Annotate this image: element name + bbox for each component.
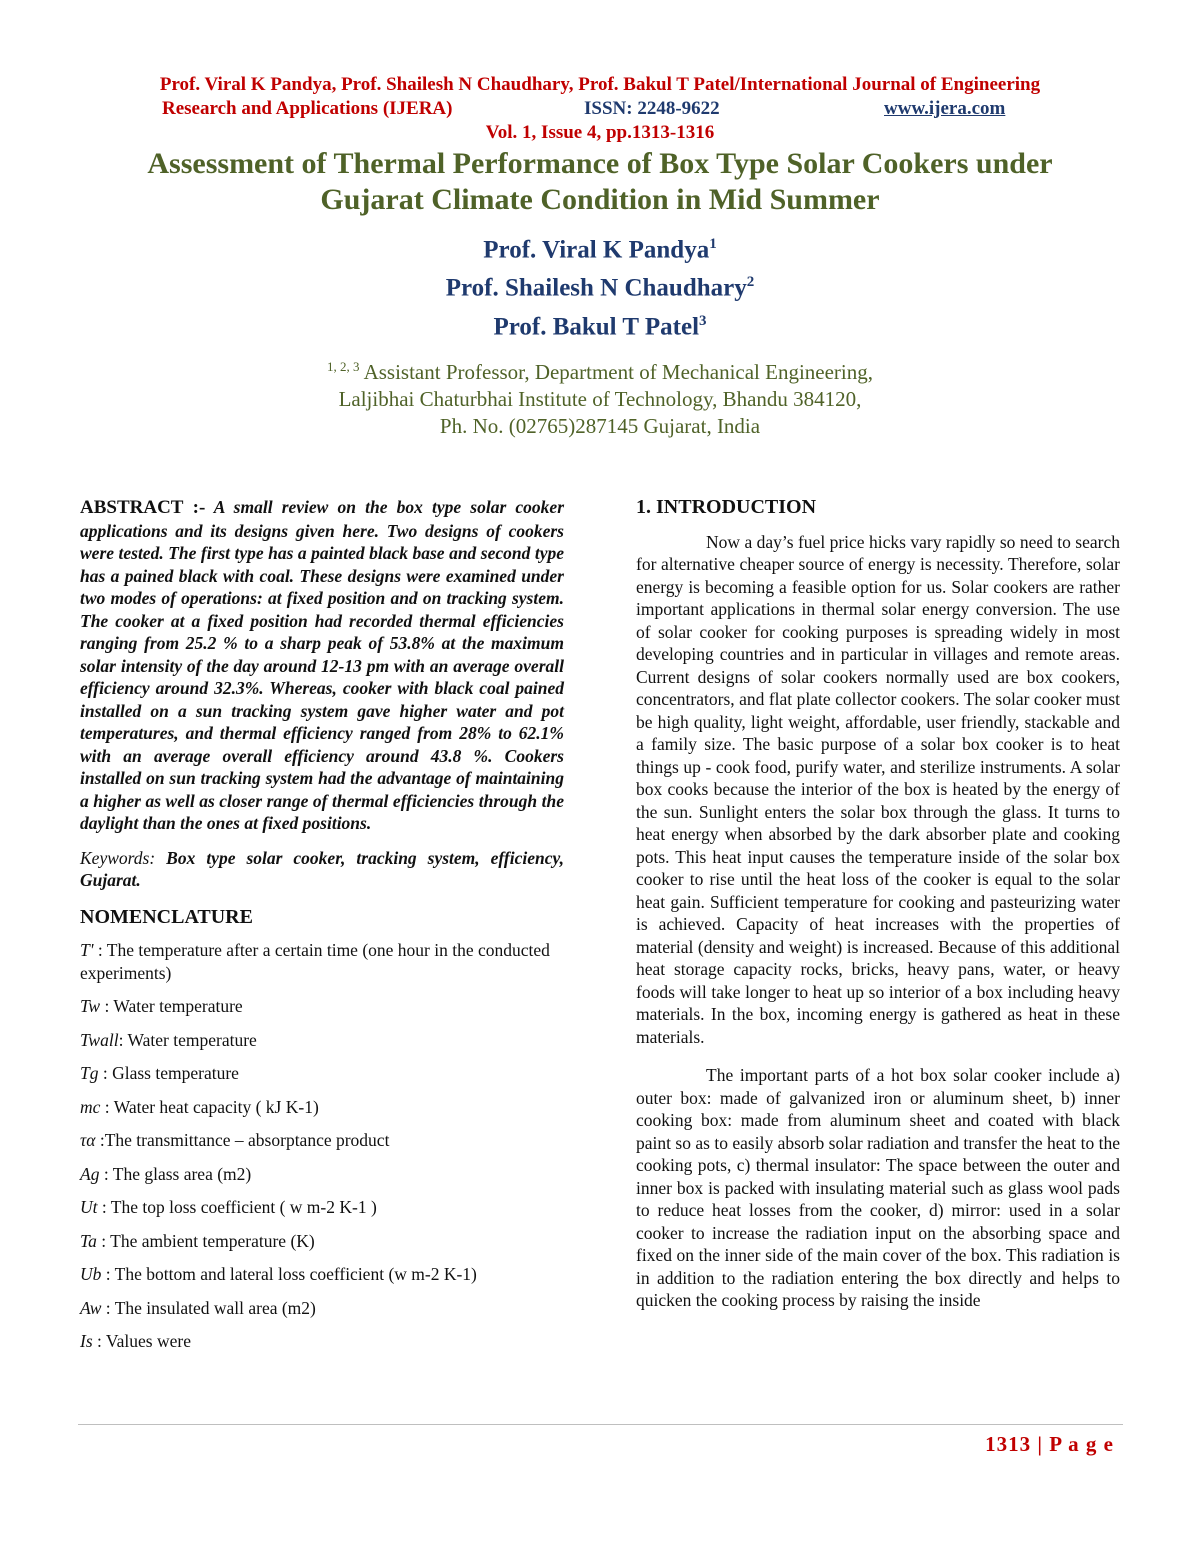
nomenclature-description: : Water temperature	[118, 1029, 257, 1050]
keywords	[80, 847, 564, 892]
title-line: Gujarat Climate Condition in Mid Summer	[320, 183, 880, 216]
footer-rule	[78, 1424, 1123, 1425]
website-link[interactable]: www.ijera.com	[884, 98, 1006, 119]
nomenclature-item	[80, 1330, 564, 1353]
journal-name-end: Research and Applications (IJERA)	[162, 98, 453, 119]
author-name: Prof. Bakul T Patel	[493, 312, 700, 340]
nomenclature-item	[80, 1029, 564, 1052]
running-header-line1: Prof. Viral K Pandya, Prof. Shailesh N Chaudhary, Prof. Bakul T Patel/International Journal of Engineering	[159, 74, 1041, 95]
nomenclature-item	[80, 1263, 564, 1286]
nomenclature-symbol: Aw	[80, 1297, 102, 1318]
nomenclature-item	[80, 939, 564, 984]
volume-info: Vol. 1, Issue 4, pp.1313-1316	[485, 122, 715, 143]
author-affil-mark: 2	[746, 274, 755, 291]
affiliation-mark: 1, 2, 3	[326, 359, 360, 374]
keywords-label: Keywords:	[80, 847, 167, 868]
nomenclature-description: : The temperature after a certain time (one hour in the conducted experiments)	[80, 940, 550, 983]
nomenclature-item	[80, 1297, 564, 1320]
nomenclature-item	[80, 1129, 564, 1152]
affiliation-line: Ph. No. (02765)287145 Gujarat, India	[439, 414, 761, 438]
nomenclature-symbol: Ut	[80, 1197, 98, 1217]
nomenclature-symbol: Is	[80, 1331, 93, 1351]
nomenclature-symbol: Ag	[80, 1163, 100, 1184]
introduction-heading: 1. INTRODUCTION	[636, 496, 817, 518]
affiliation-text: Assistant Professor, Department of Mechanical Engineering,	[359, 360, 874, 384]
abstract-label: ABSTRACT :-	[80, 497, 206, 518]
paper-title	[0, 146, 1200, 218]
nomenclature-description: : The bottom and lateral loss coefficient (w m-2 K-1)	[101, 1264, 477, 1284]
nomenclature-heading: NOMENCLATURE	[80, 905, 253, 928]
nomenclature-symbol: Ub	[80, 1264, 102, 1284]
nomenclature-description: : Water temperature	[100, 996, 243, 1016]
affiliation-line: Laljibhai Chaturbhai Institute of Technology, Bhandu 384120,	[338, 387, 862, 411]
abstract	[80, 496, 564, 835]
author-affil-mark: 3	[699, 312, 707, 329]
nomenclature-symbol: Tw	[80, 996, 101, 1016]
author	[0, 228, 1200, 266]
nomenclature-item	[80, 1096, 564, 1119]
introduction-paragraph: Now a day’s fuel price hicks vary rapidly so need to search for alternative cheaper source of energy is necessity. Therefore, solar energy is becoming a feasible option for us. Solar cookers are rather important applications in thermal solar energy conversion. The use of solar cooker for cooking purposes is spreading widely in most developing countries and in particular in villages and remote areas. Current designs of solar cookers normally used are box cookers, concentrators, and flat plate collector cookers. The solar cooker must be high quality, light weight, affordable, user friendly, stackable and a family size. The basic purpose of a solar box cooker is to heat things up - cook food, purify water, and sterilize instruments. A solar box cooks because the interior of the box is heated by the energy of the sun. Sunlight enters the solar box through the glass. It turns to heat energy when absorbed by the dark absorber plate and cooking pots. This heat input causes the temperature inside of the solar box cooker to rise until the heat loss of the cooker is equal to the solar heat gain. Sufficient temperature for cooking and pasteurizing water is achieved. Capacity of heat increases with the properties of material (density and weight) is increased. Because of this additional heat storage capacity rocks, bricks, heavy pans, water, or heavy foods will take longer to heat up so interior of a box including heavy materials. In the box, incoming energy is gathered as heat in these materials.	[636, 531, 1120, 1047]
nomenclature-item	[80, 995, 564, 1018]
nomenclature-item	[80, 1062, 564, 1085]
nomenclature-description: : Glass temperature	[98, 1063, 239, 1083]
title-line: Assessment of Thermal Performance of Box Type Solar Cookers under	[147, 147, 1053, 180]
author-name: Prof. Shailesh N Chaudhary	[445, 274, 747, 302]
nomenclature-item	[80, 1196, 564, 1219]
issn: ISSN: 2248-9622	[584, 98, 720, 119]
right-column	[636, 496, 1120, 1312]
left-column	[80, 496, 564, 1353]
nomenclature-description: : Values were	[92, 1331, 191, 1351]
author	[0, 266, 1200, 304]
nomenclature-symbol: τα	[80, 1130, 96, 1150]
nomenclature-symbol: T'	[80, 940, 94, 960]
nomenclature-list	[80, 939, 564, 1353]
author	[0, 305, 1200, 343]
nomenclature-symbol: mc	[80, 1096, 101, 1117]
nomenclature-symbol: Tg	[80, 1063, 99, 1083]
nomenclature-description: : The glass area (m2)	[99, 1163, 252, 1184]
nomenclature-item	[80, 1163, 564, 1186]
author-list	[0, 228, 1200, 343]
affiliation	[0, 353, 1200, 440]
nomenclature-symbol: Twall	[80, 1029, 119, 1050]
nomenclature-description: : Water heat capacity ( kJ K-1)	[100, 1096, 319, 1117]
nomenclature-description: : The top loss coefficient ( w m-2 K-1 )	[97, 1197, 377, 1217]
nomenclature-symbol: Ta	[80, 1230, 97, 1251]
nomenclature-description: :The transmittance – absorptance product	[95, 1130, 390, 1150]
author-affil-mark: 1	[709, 236, 717, 252]
affiliation-line	[0, 353, 1200, 386]
keywords-text: Box type solar cooker, tracking system, efficiency, Gujarat.	[80, 847, 565, 890]
abstract-text: A small review on the box type solar cooker applications and its designs given here. Two designs of cookers were tested. The first type has a painted black base and second type has a pained black with coal. These designs were examined under two modes of operations: at fixed position and on tracking system. The cooker at a fixed position had recorded thermal efficiencies ranging from 25.2 % to a sharp peak of 53.8% at the maximum solar intensity of the day around 12-13 pm with an average overall efficiency around 32.3%. Whereas, cooker with black coal pained installed on a sun tracking system gave higher water and pot temperatures, and thermal efficiency ranged from 28% to 62.1% with an average overall efficiency around 43.8 %. Cookers installed on sun tracking system had the advantage of maintaining a higher as well as closer range of thermal efficiencies through the daylight than the ones at fixed positions.	[80, 497, 565, 833]
page-number: 1313 | P a g e	[985, 1432, 1114, 1456]
nomenclature-description: : The insulated wall area (m2)	[101, 1297, 316, 1318]
author-name: Prof. Viral K Pandya	[483, 236, 710, 264]
introduction-paragraph: The important parts of a hot box solar cooker include a) outer box: made of galvanized iron or aluminum sheet, b) inner cooking box: made from aluminum sheet and coated with black paint so as to easily absorb solar radiation and transfer the heat to the cooking pots, c) thermal insulator: The space between the outer and inner box is packed with insulating material such as glass wool pads to reduce heat losses from the cooker, d) mirror: used in a solar cooker to increase the radiation input on the absorbing space and fixed on the inner side of the main cover of the box. This radiation is in addition to the radiation entering the box directly and helps to quicken the cooking process by raising the inside	[636, 1065, 1120, 1310]
nomenclature-description: : The ambient temperature (K)	[96, 1230, 315, 1251]
nomenclature-item	[80, 1230, 564, 1253]
